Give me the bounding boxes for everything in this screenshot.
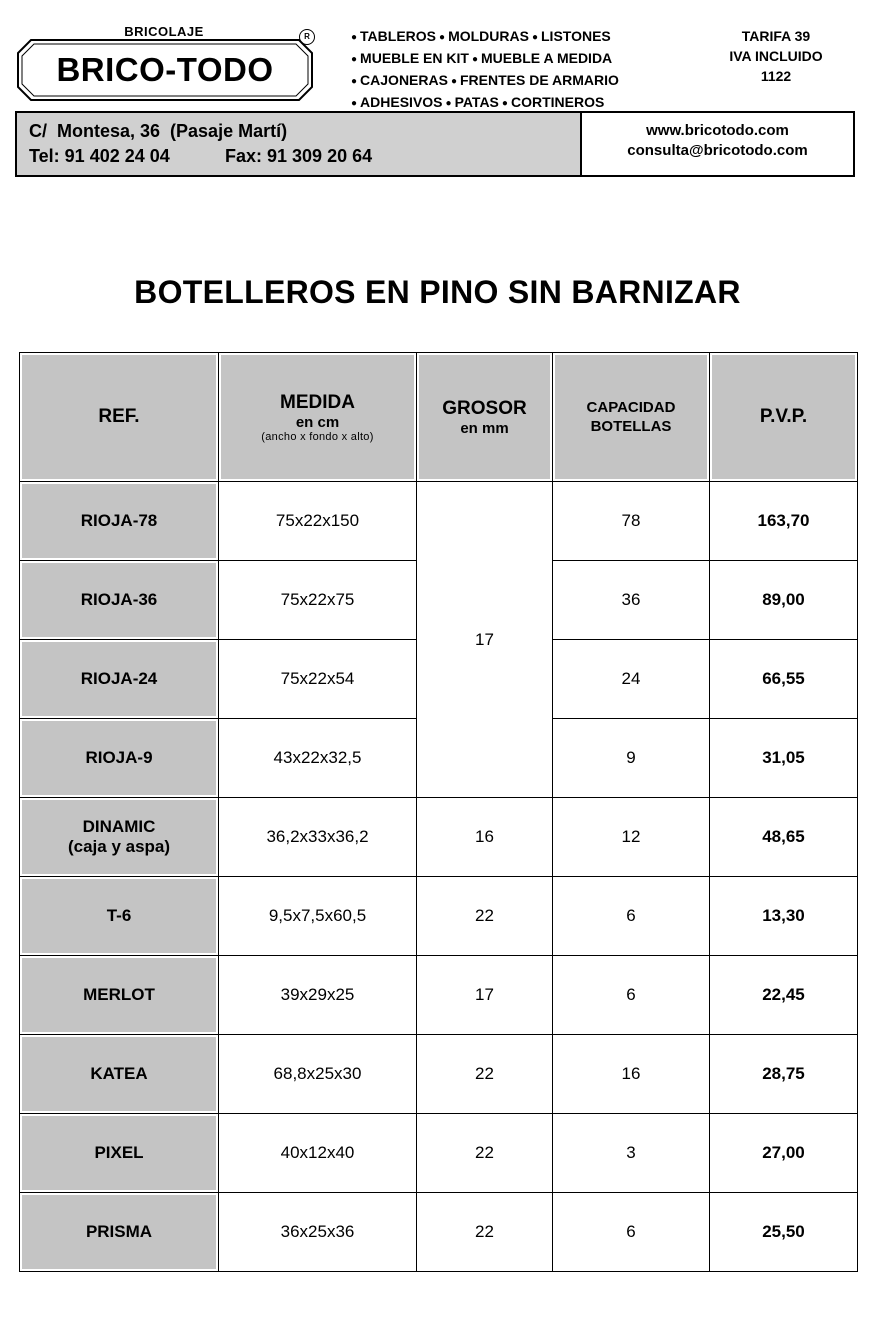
medida-cell: 43x22x32,5 [219,719,417,798]
brand-logo [17,39,313,101]
header-medida-note: (ancho x fondo x alto) [261,430,374,443]
pvp-cell: 27,00 [710,1114,858,1193]
product-item: LISTONES [541,28,611,44]
medida-cell: 40x12x40 [219,1114,417,1193]
bullet-icon: ● [439,32,446,43]
pvp-cell: 66,55 [710,640,858,719]
header-capacidad [553,353,710,482]
product-item: CORTINEROS [510,94,605,110]
product-list [351,26,681,114]
grosor-cell-merged: 17 [417,482,553,798]
ref-cell: RIOJA-24 [20,640,219,719]
pvp-cell: 25,50 [710,1193,858,1272]
table-row [20,482,858,561]
header-medida-label: MEDIDA [280,391,355,413]
pvp-cell: 48,65 [710,798,858,877]
header-grosor [417,353,553,482]
medida-cell: 75x22x75 [219,561,417,640]
ref-cell: PRISMA [20,1193,219,1272]
product-item: MOLDURAS [448,28,529,44]
bullet-icon: ● [351,76,358,87]
grosor-cell: 17 [417,956,553,1035]
ref-subtitle: (caja y aspa) [67,837,171,856]
header-medida [219,353,417,482]
tarifa-info [712,26,840,86]
table-row [20,956,858,1035]
bullet-icon: ● [531,32,538,43]
ref-cell [20,798,219,877]
iva-note: IVA INCLUIDO [729,48,823,64]
table-row [20,1114,858,1193]
ref-cell: T-6 [20,877,219,956]
grosor-cell: 22 [417,1035,553,1114]
capacidad-cell: 6 [553,877,710,956]
capacidad-cell: 12 [553,798,710,877]
pvp-cell: 28,75 [710,1035,858,1114]
product-item: FRENTES DE ARMARIO [460,72,619,88]
capacidad-cell: 78 [553,482,710,561]
pvp-cell: 89,00 [710,561,858,640]
medida-cell: 75x22x54 [219,640,417,719]
product-item: ADHESIVOS [360,94,443,110]
contact-online-panel [582,113,853,175]
grosor-cell: 22 [417,1193,553,1272]
contact-address-panel [17,113,582,175]
capacidad-cell: 36 [553,561,710,640]
header-ref-label: REF. [98,406,140,427]
capacidad-cell: 24 [553,640,710,719]
medida-cell: 36x25x36 [219,1193,417,1272]
header-pvp-label: P.V.P. [759,406,808,427]
capacidad-cell: 6 [553,956,710,1035]
product-row [351,48,681,70]
ref-cell: RIOJA-9 [20,719,219,798]
header-botellas-label: BOTELLAS [590,418,672,435]
fax: Fax: 91 309 20 64 [225,146,373,166]
telephone: Tel: 91 402 24 04 [29,146,170,166]
header-ref [20,353,219,482]
grosor-cell: 22 [417,877,553,956]
header-grosor-label: GROSOR [442,397,527,419]
pvp-cell: 163,70 [710,482,858,561]
bullet-icon: ● [351,98,358,109]
ref-cell: KATEA [20,1035,219,1114]
pvp-cell: 31,05 [710,719,858,798]
registered-trademark-icon: R [299,29,315,45]
ref-cell: PIXEL [20,1114,219,1193]
tarifa-date: 1122 [760,68,792,84]
grosor-cell: 22 [417,1114,553,1193]
medida-cell: 75x22x150 [219,482,417,561]
tarifa-number: TARIFA 39 [741,28,811,44]
pvp-cell: 22,45 [710,956,858,1035]
bullet-icon: ● [471,54,478,65]
header-capacidad-label: CAPACIDAD [586,399,676,416]
medida-cell: 39x29x25 [219,956,417,1035]
table-row [20,877,858,956]
bullet-icon: ● [351,32,358,43]
bullet-icon: ● [445,98,452,109]
ref-name: DINAMIC [82,817,156,836]
contact-box [15,111,855,177]
product-item: MUEBLE EN KIT [360,50,469,66]
product-row [351,70,681,92]
capacidad-cell: 3 [553,1114,710,1193]
address: C/ Montesa, 36 (Pasaje Martí) [29,121,288,141]
medida-cell: 68,8x25x30 [219,1035,417,1114]
bullet-icon: ● [501,98,508,109]
table-row [20,1035,858,1114]
grosor-cell: 16 [417,798,553,877]
table-row [20,1193,858,1272]
brand-tagline: BRICOLAJE [124,24,204,39]
medida-cell: 36,2x33x36,2 [219,798,417,877]
table-header-row [20,353,858,482]
email-link[interactable]: consulta@bricotodo.com [627,142,808,159]
bullet-icon: ● [351,54,358,65]
capacidad-cell: 6 [553,1193,710,1272]
brand-name: BRICO-TODO [56,51,274,88]
website-link[interactable]: www.bricotodo.com [646,122,789,139]
header-grosor-unit: en mm [460,419,509,437]
header-pvp [710,353,858,482]
table-row [20,798,858,877]
product-item: PATAS [454,94,499,110]
product-item: TABLEROS [360,28,437,44]
capacidad-cell: 16 [553,1035,710,1114]
price-table [19,352,858,1272]
pvp-cell: 13,30 [710,877,858,956]
product-row [351,26,681,48]
product-item: CAJONERAS [360,72,448,88]
bullet-icon: ● [450,76,457,87]
page-title: BOTELLEROS EN PINO SIN BARNIZAR [134,274,741,310]
ref-cell: RIOJA-78 [20,482,219,561]
ref-cell: MERLOT [20,956,219,1035]
capacidad-cell: 9 [553,719,710,798]
product-item: MUEBLE A MEDIDA [480,50,613,66]
ref-cell: RIOJA-36 [20,561,219,640]
header-medida-unit: en cm [295,413,340,431]
medida-cell: 9,5x7,5x60,5 [219,877,417,956]
